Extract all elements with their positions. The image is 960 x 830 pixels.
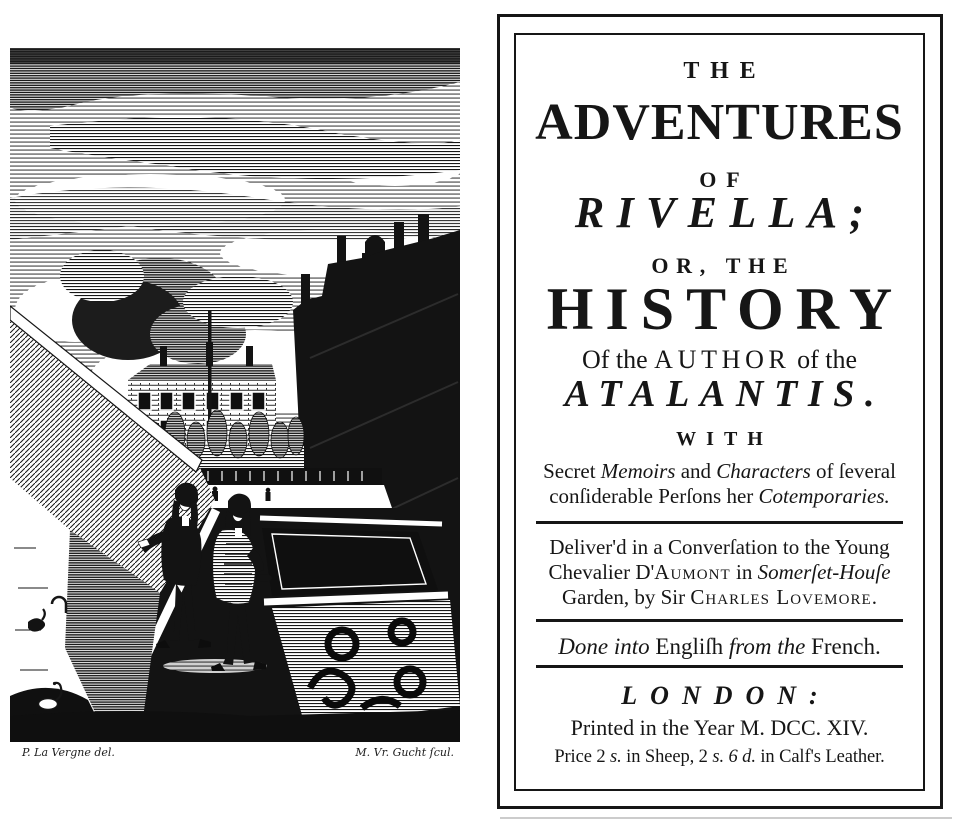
coat xyxy=(161,517,201,586)
flag-pole xyxy=(208,310,212,430)
frontispiece-engraving xyxy=(10,48,460,760)
scan-artifact-line xyxy=(500,817,952,819)
imprint-year: Printed in the Year M. DCC. XIV. xyxy=(570,715,869,740)
imprint-price xyxy=(516,748,923,767)
imprint-city: LONDON: xyxy=(621,681,831,710)
divider-rule xyxy=(536,521,902,524)
subtitle-line-2 xyxy=(516,486,923,507)
text-run: . xyxy=(871,585,877,609)
roof xyxy=(128,364,276,380)
deliverd-line-2 xyxy=(516,562,923,583)
chimney xyxy=(337,236,346,264)
text-run: Chevalier D' xyxy=(548,560,655,584)
author-caps: AUTHOR xyxy=(654,345,791,374)
author-post: of the xyxy=(790,345,858,374)
divider-rule xyxy=(536,619,902,622)
subtitle-line-1 xyxy=(516,461,923,482)
text-run: in Sheep, 2 xyxy=(621,747,713,767)
engraver-credit-right: M. Vr. Gucht ſcul. xyxy=(355,746,454,759)
title-page xyxy=(497,14,943,809)
text-run-italic: Memoirs xyxy=(600,459,676,483)
title-line-author xyxy=(516,347,923,373)
text-run-italic: Cotemporaries. xyxy=(758,484,890,508)
translation-line xyxy=(516,635,923,658)
title-line-history: HISTORY xyxy=(546,276,905,342)
title-line-atalantis: ATALANTIS. xyxy=(564,373,886,415)
hat xyxy=(256,574,272,582)
engraver-credit-left: P. La Vergne del. xyxy=(22,746,115,759)
text-run-italic: Characters xyxy=(716,459,811,483)
chimney xyxy=(246,346,253,366)
title-line-adventures: ADVENTURES xyxy=(535,94,904,151)
text-run: in Calf's Leather. xyxy=(755,747,885,767)
chimney xyxy=(160,346,167,366)
text-run-italic: Done into xyxy=(558,634,650,659)
text-run: of ſeveral xyxy=(810,459,896,483)
title-line-rivella: RIVELLA; xyxy=(574,188,877,237)
text-run: and xyxy=(675,459,717,483)
text-run-smallcaps: Charles Lovemore xyxy=(690,585,872,609)
deliverd-line-3 xyxy=(516,587,923,608)
text-run: in xyxy=(730,560,758,584)
deliverd-line-1: Deliver'd in a Converſation to the Young xyxy=(549,535,890,559)
author-pre: Of the xyxy=(581,345,655,374)
embroidered-coat xyxy=(212,529,255,604)
text-run: Engliſh xyxy=(649,634,729,659)
text-run-italic: Somerſet-Houſe xyxy=(757,560,891,584)
text-run-italic: from the xyxy=(728,634,806,659)
title-line-or-the: OR, THE xyxy=(651,253,796,278)
cravat xyxy=(182,516,189,526)
title-line-with: WITH xyxy=(676,428,773,450)
text-run: conſiderable Perſons her xyxy=(549,484,759,508)
text-run: Secret xyxy=(543,459,601,483)
divider-rule xyxy=(536,665,902,668)
text-run-italic: s. 6 d. xyxy=(712,747,756,767)
text-run: Garden, by Sir xyxy=(562,585,691,609)
title-line-the: THE xyxy=(683,58,767,84)
text-run-italic: s. xyxy=(610,747,622,767)
text-run: French. xyxy=(805,634,881,659)
text-run: Price 2 xyxy=(554,747,611,767)
title-line-of: OF xyxy=(699,167,750,192)
title-page-inner-frame xyxy=(514,33,925,791)
text-run-smallcaps: Aumont xyxy=(654,560,731,584)
cravat xyxy=(235,528,242,538)
